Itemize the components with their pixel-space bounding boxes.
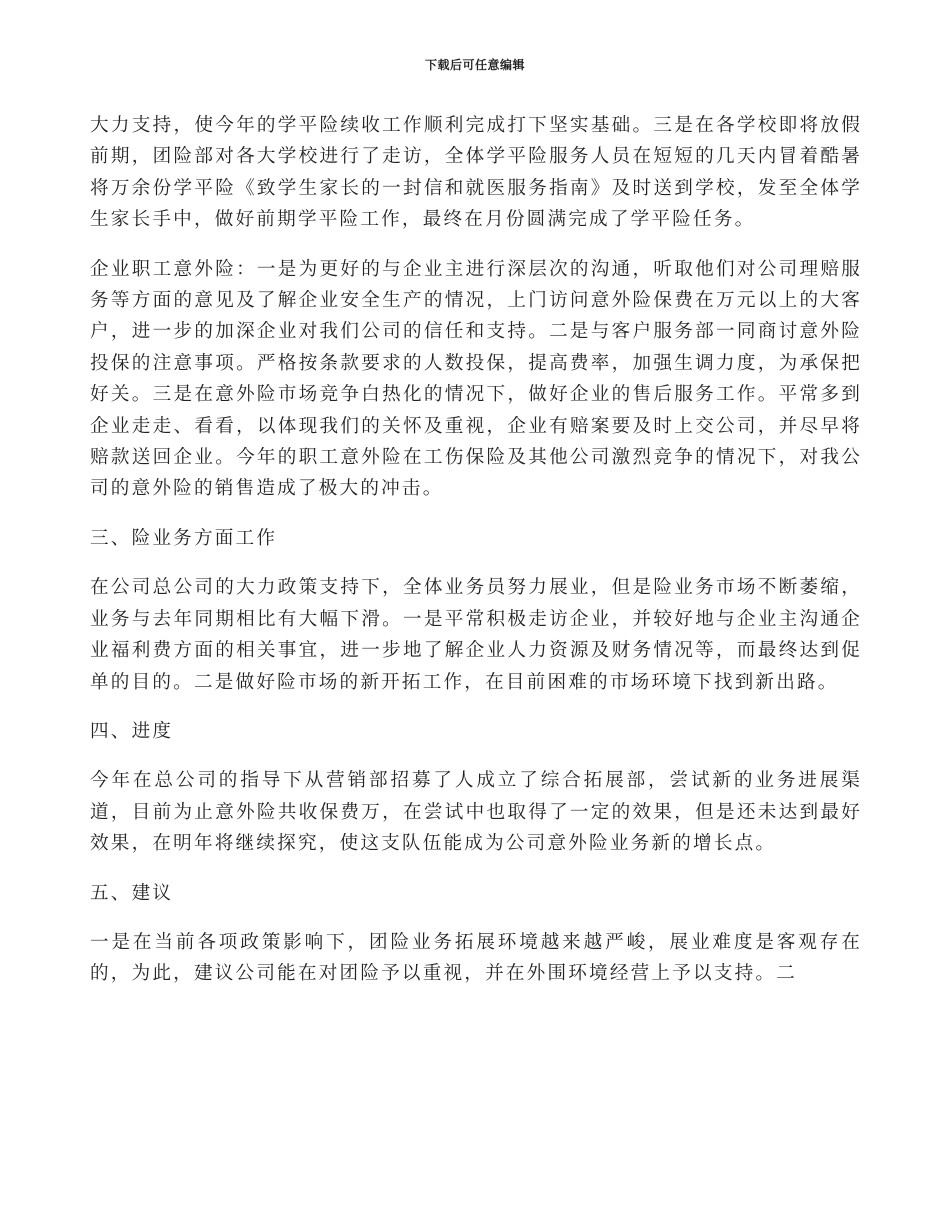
section-heading-suggestions: 五、建议	[90, 882, 174, 904]
section-heading-progress: 四、进度	[90, 720, 174, 742]
page-header: 下载后可任意编辑	[424, 58, 525, 72]
paragraph-progress: 今年在总公司的指导下从营销部招募了人成立了综合拓展部，尝试新的业务进展渠道，目前为止意外险共收保费万，在尝试中也取得了一定的效果，但是还未达到最好效果，在明年将继续探究，使这支队伍能成为公司意外险业务新的增长点。	[90, 770, 862, 855]
document-body	[90, 110, 862, 1008]
paragraph-business-work: 在公司总公司的大力政策支持下，全体业务员努力展业，但是险业务市场不断萎缩，业务与去年同期相比有大幅下滑。一是平常积极走访企业，并较好地与企业主沟通企业福利费方面的相关事宜，进一步地了解企业人力资源及财务情况等，而最终达到促单的目的。二是做好险市场的新开拓工作，在目前困难的市场环境下找到新出路。	[90, 577, 862, 693]
paragraph-suggestions: 一是在当前各项政策影响下，团险业务拓展环境越来越严峻，展业难度是客观存在的，为此，建议公司能在对团险予以重视，并在外围环境经营上予以支持。二	[90, 931, 862, 985]
paragraph-student-insurance: 大力支持，使今年的学平险续收工作顺利完成打下坚实基础。三是在各学校即将放假前期，团险部对各大学校进行了走访，全体学平险服务人员在短短的几天内冒着酷暑将万余份学平险《致学生家长的一封信和就医服务指南》及时送到学校，发至全体学生家长手中，做好前期学平险工作，最终在月份圆满完成了学平险任务。	[90, 115, 862, 231]
section-heading-business-work: 三、险业务方面工作	[90, 527, 278, 549]
paragraph-employee-accident-insurance: 企业职工意外险：一是为更好的与企业主进行深层次的沟通，听取他们对公司理赔服务等方面的意见及了解企业安全生产的情况，上门访问意外险保费在万元以上的大客户，进一步的加深企业对我们公司的信任和支持。二是与客户服务部一同商讨意外险投保的注意事项。严格按条款要求的人数投保，提高费率，加强生调力度，为承保把好关。三是在意外险市场竞争白热化的情况下，做好企业的售后服务工作。平常多到企业走走、看看，以体现我们的关怀及重视，企业有赔案要及时上交公司，并尽早将赔款送回企业。今年的职工意外险在工伤保险及其他公司激烈竞争的情况下，对我公司的意外险的销售造成了极大的冲击。	[90, 258, 862, 500]
